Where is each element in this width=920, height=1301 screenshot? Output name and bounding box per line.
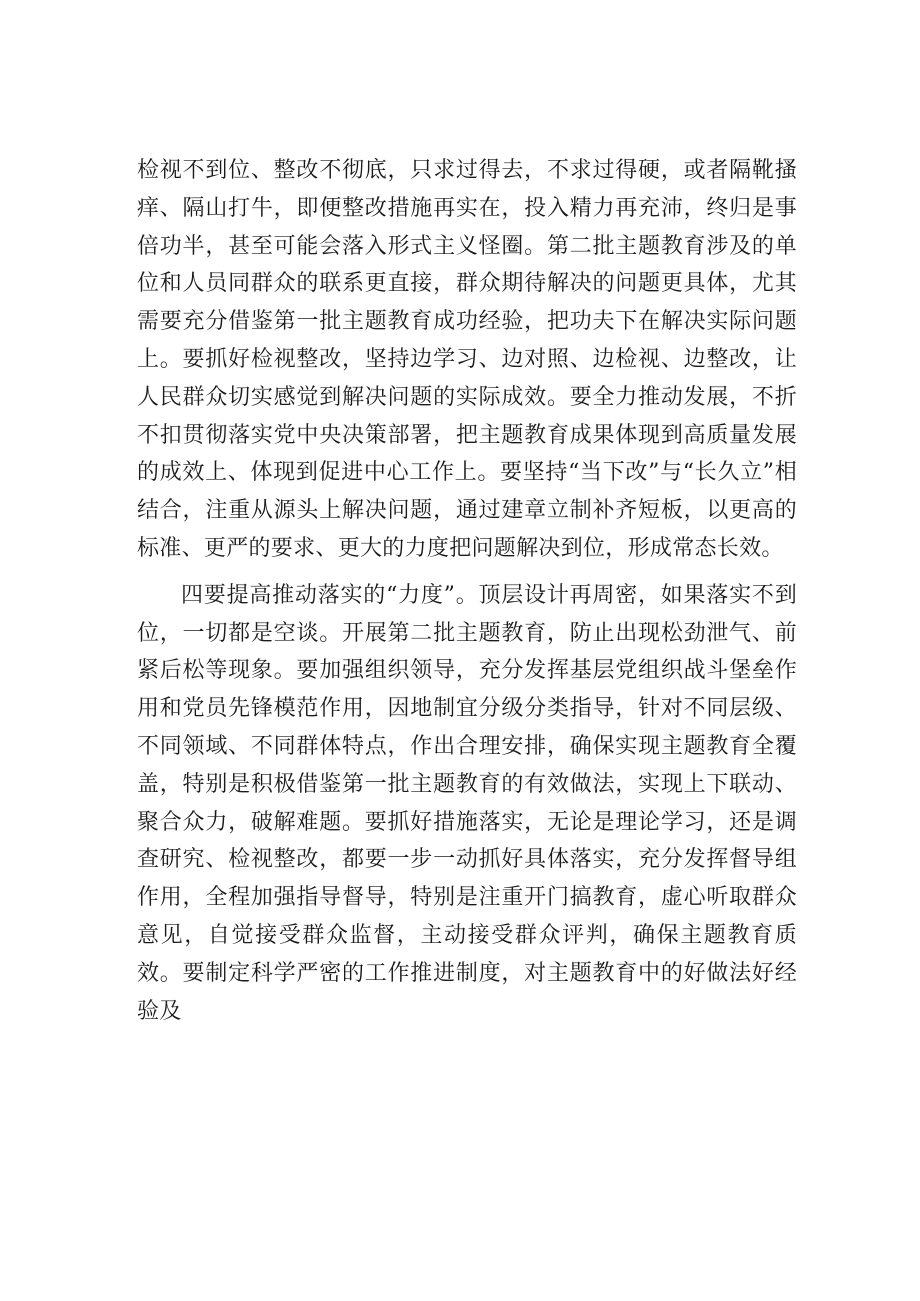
paragraph-four-strength: 四要提高推动落实的“力度”。顶层设计再周密，如果落实不到位，一切都是空谈。开展第二批主题教育，防止出现松劲泄气、前紧后松等现象。要加强组织领导，充分发挥基层党组织战斗堡垒作用和党员先锋模范作用，因地制宜分级分类指导，针对不同层级、不同领域、不同群体特点，作出合理安排，确保实现主题教育全覆盖，特别是积极借鉴第一批主题教育的有效做法，实现上下联动、聚合众力，破解难题。要抓好措施落实，无论是理论学习，还是调查研究、检视整改，都要一步一动抓好具体落实，充分发挥督导组作用，全程加强指导督导，特别是注重开门搞教育，虚心听取群众意见，自觉接受群众监督，主动接受群众评判，确保主题教育质效。要制定科学严密的工作推进制度，对主题教育中的好做法好经验及	[137, 582, 797, 1024]
paragraph-continued: 检视不到位、整改不彻底，只求过得去，不求过得硬，或者隔靴搔痒、隔山打牛，即便整改措施再实在，投入精力再充沛，终归是事倍功半，甚至可能会落入形式主义怪圈。第二批主题教育涉及的单位和人员同群众的联系更直接，群众期待解决的问题更具体，尤其需要充分借鉴第一批主题教育成功经验，把功夫下在解决实际问题上。要抓好检视整改，坚持边学习、边对照、边检视、边整改，让人民群众切实感觉到解决问题的实际成效。要全力推动发展，不折不扣贯彻落实党中央决策部署，把主题教育成果体现到高质量发展的成效上、体现到促进中心工作上。要坚持“当下改”与“长久立”相结合，注重从源头上解决问题，通过建章立制补齐短板，以更高的标准、更严的要求、更大的力度把问题解决到位，形成常态长效。	[137, 158, 797, 561]
document-body	[137, 152, 797, 1030]
